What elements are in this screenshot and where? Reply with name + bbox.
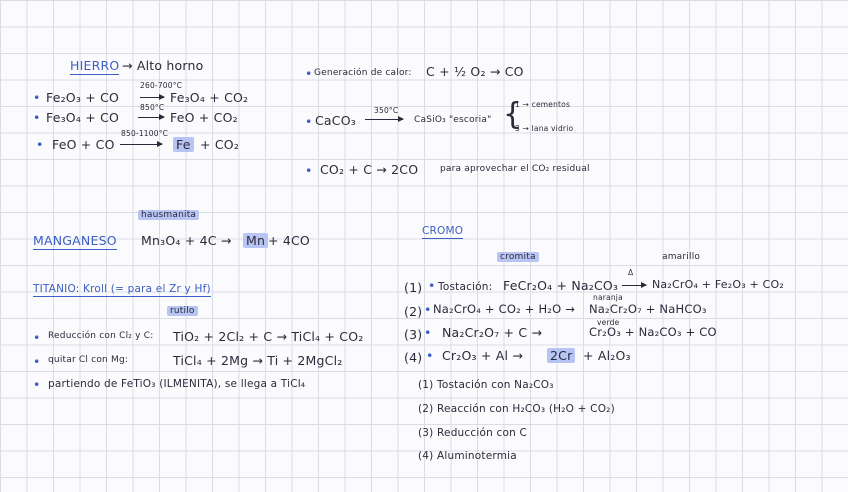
caco3-condition: 350°C xyxy=(374,106,399,115)
cromo-r4-products-rest: + Al₂O₃ xyxy=(583,348,631,363)
cromo-r1-label: Tostación: xyxy=(438,281,493,293)
hierro-r2-condition: 850°C xyxy=(140,103,165,112)
cromo-step-3: (3) Reducción con C xyxy=(418,427,528,439)
cromo-color-verde: verde xyxy=(597,318,620,327)
hierro-r1-products: Fe₃O₄ + CO₂ xyxy=(170,90,249,105)
caco3-product: CaSiO₃ "escoria" xyxy=(414,115,492,125)
hierro-r1-condition: 260-700°C xyxy=(140,81,183,90)
cromo-title: CROMO xyxy=(422,225,464,237)
titanio-mineral: rutilo xyxy=(167,306,198,316)
arrow-icon xyxy=(140,97,164,98)
bullet: • xyxy=(305,114,313,129)
arrow-icon xyxy=(622,285,646,286)
hierro-r2-products: FeO + CO₂ xyxy=(170,110,238,125)
cromo-r3-num: (3) xyxy=(404,327,423,342)
manganeso-mineral: hausmanita xyxy=(138,210,199,220)
cromo-r4-num: (4) xyxy=(404,350,423,365)
cromo-r3-reactants: Na₂Cr₂O₇ + C → xyxy=(442,325,543,340)
hierro-r1-reactants: Fe₂O₃ + CO xyxy=(46,90,120,105)
cromo-color-amarillo: amarillo xyxy=(662,252,701,262)
titanio-title: TITANIO: Kroll (= para el Zr y Hf) xyxy=(33,283,211,295)
delta-icon: Δ xyxy=(628,268,634,277)
bullet: • xyxy=(428,278,436,293)
cromo-step-2: (2) Reacción con H₂CO₃ (H₂O + CO₂) xyxy=(418,403,615,415)
cromo-r2-products: Na₂Cr₂O₇ + NaHCO₃ xyxy=(589,302,707,316)
co2-note: para aprovechar el CO₂ residual xyxy=(440,164,590,174)
cromo-color-naranja: naranja xyxy=(593,293,623,302)
titanio-l2-label: quitar Cl con Mg: xyxy=(48,355,129,365)
cromo-r1-num: (1) xyxy=(404,280,423,295)
cromo-r2-num: (2) xyxy=(404,304,423,319)
bullet: • xyxy=(426,348,434,363)
cromo-r2-reactants: Na₂CrO₄ + CO₂ + H₂O → xyxy=(433,302,576,316)
hierro-r3-product-fe: Fe xyxy=(173,137,194,152)
manganeso-title: MANGANESO xyxy=(33,233,117,248)
bullet: • xyxy=(424,302,432,317)
titanio-l1-label: Reducción con Cl₂ y C: xyxy=(48,331,154,341)
calor-equation: C + ½ O₂ → CO xyxy=(426,64,524,79)
hierro-r3-condition: 850-1100°C xyxy=(121,129,169,138)
brace-icon: { xyxy=(503,97,523,132)
titanio-l1-equation: TiO₂ + 2Cl₂ + C → TiCl₄ + CO₂ xyxy=(173,329,364,344)
cromo-r4-product-cr: 2Cr xyxy=(547,348,575,363)
cromo-mineral: cromita xyxy=(497,252,539,262)
bullet: • xyxy=(33,330,41,345)
caco3-use-2: 3 → lana vidrio xyxy=(515,124,574,133)
caco3-reactant: CaCO₃ xyxy=(315,113,356,128)
caco3-use-1: 1 → cementos xyxy=(515,100,571,109)
hierro-r2-reactants: Fe₃O₄ + CO xyxy=(46,110,120,125)
manganeso-eq-reactants: Mn₃O₄ + 4C → xyxy=(141,233,232,248)
manganeso-eq-product-mn: Mn xyxy=(243,233,268,248)
arrow-icon xyxy=(138,117,164,118)
manganeso-eq-rest: + 4CO xyxy=(268,233,310,248)
bullet: • xyxy=(33,377,41,392)
bullet: • xyxy=(424,325,432,340)
calor-label: Generación de calor: xyxy=(314,68,412,78)
bullet: • xyxy=(33,110,41,125)
cromo-step-1: (1) Tostación con Na₂CO₃ xyxy=(418,379,554,391)
bullet: • xyxy=(305,66,313,81)
cromo-r1-products: Na₂CrO₄ + Fe₂O₃ + CO₂ xyxy=(652,278,784,291)
cromo-r1-reactants: FeCr₂O₄ + Na₂CO₃ xyxy=(503,278,619,293)
bullet: • xyxy=(36,137,44,152)
bullet: • xyxy=(33,354,41,369)
hierro-title: HIERRO xyxy=(70,58,120,73)
titanio-l2-equation: TiCl₄ + 2Mg → Ti + 2MgCl₂ xyxy=(173,353,343,368)
cromo-r4-reactants: Cr₂O₃ + Al → xyxy=(442,348,524,363)
bullet: • xyxy=(305,163,313,178)
cromo-r3-products: Cr₂O₃ + Na₂CO₃ + CO xyxy=(589,325,717,339)
titanio-l3: partiendo de FeTiO₃ (ILMENITA), se llega a TiCl₄ xyxy=(48,378,306,390)
hierro-subtitle: → Alto horno xyxy=(122,58,204,73)
hierro-r3-product-rest: + CO₂ xyxy=(200,137,240,152)
co2-equation: CO₂ + C → 2CO xyxy=(320,162,419,177)
hierro-r3-reactants: FeO + CO xyxy=(52,137,115,152)
arrow-icon xyxy=(365,119,403,120)
cromo-step-4: (4) Aluminotermia xyxy=(418,450,517,462)
arrow-icon xyxy=(120,144,162,145)
bullet: • xyxy=(33,90,41,105)
